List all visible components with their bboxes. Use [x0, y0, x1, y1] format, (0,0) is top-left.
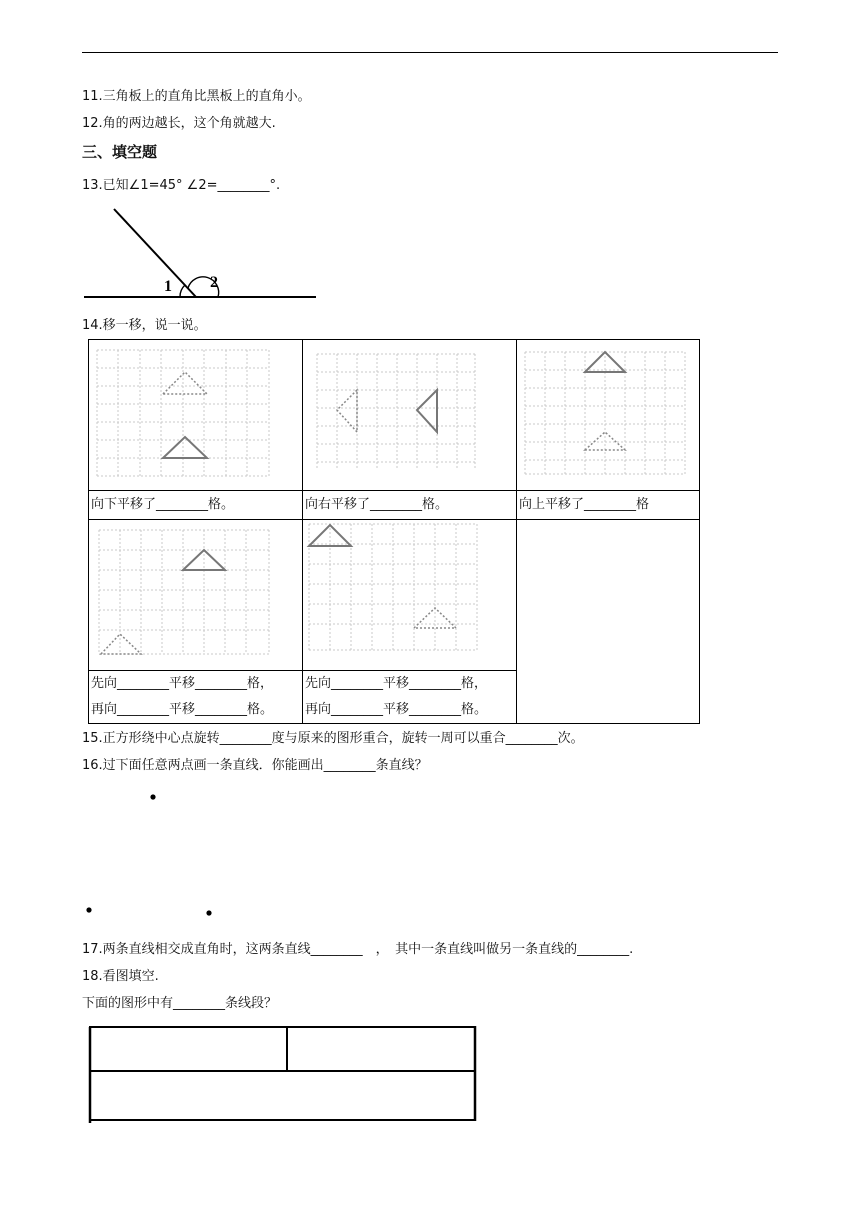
grid-lines [99, 530, 269, 654]
grid-figure-4 [89, 520, 302, 666]
angle-figure [84, 205, 320, 305]
dotted-triangle [101, 634, 141, 654]
caption-cell-2 [303, 491, 517, 520]
question-13: 13.已知∠1=45° ∠2=________°. [82, 178, 281, 193]
question-11: 11.三角板上的直角比黑板上的直角小。 [82, 89, 311, 104]
grid-lines [525, 352, 685, 474]
caption-1: 向下平移了________格。 [91, 497, 235, 512]
grid-cell-3 [517, 340, 700, 491]
grid-lines [309, 524, 477, 650]
caption-cell-3 [517, 491, 700, 520]
point-dot [206, 910, 211, 915]
angle-1-arc [180, 285, 185, 297]
point-dot [86, 907, 91, 912]
empty-cell [517, 520, 700, 724]
caption-cell-5 [303, 671, 517, 724]
caption-cell-4 [89, 671, 303, 724]
dotted-triangle [163, 372, 207, 394]
angle-2-label: 2 [210, 274, 218, 291]
grid-lines [317, 354, 475, 470]
caption-5a: 先向________平移________格， [305, 676, 488, 691]
grid-cell-5 [303, 520, 517, 671]
grid-cell-4 [89, 520, 303, 671]
caption-cell-1 [89, 491, 303, 520]
angle-1-label: 1 [164, 278, 172, 295]
line-segments-figure [86, 1024, 482, 1126]
grid-figure-3 [517, 340, 699, 486]
grid-cell-2 [303, 340, 517, 491]
grid-figure-2 [303, 340, 516, 486]
question-18-sub: 下面的图形中有________条线段？ [82, 996, 278, 1011]
question-16: 16.过下面任意两点画一条直线．你能画出________条直线？ [82, 758, 428, 773]
question-14: 14.移一移，说一说。 [82, 318, 207, 333]
translation-table [88, 339, 700, 724]
angle-ray [114, 209, 196, 297]
question-12: 12.角的两边越长，这个角就越大. [82, 116, 276, 131]
question-18: 18.看图填空. [82, 969, 159, 984]
header-rule [82, 52, 778, 53]
caption-3: 向上平移了________格 [519, 497, 650, 512]
question-15: 15.正方形绕中心点旋转________度与原来的图形重合，旋转一周可以重合________次。 [82, 731, 584, 746]
section-heading-fill-blank: 三、填空题 [82, 143, 158, 161]
caption-5b: 再向________平移________格。 [305, 702, 488, 717]
caption-4b: 再向________平移________格。 [91, 702, 274, 717]
three-points-figure [80, 790, 230, 920]
point-dot [150, 794, 155, 799]
question-17: 17.两条直线相交成直角时，这两条直线________ ， 其中一条直线叫做另一条直线的________. [82, 942, 634, 957]
grid-cell-1 [89, 340, 303, 491]
grid-figure-1 [89, 340, 302, 486]
caption-4a: 先向________平移________格， [91, 676, 274, 691]
caption-2: 向右平移了________格。 [305, 497, 449, 512]
grid-figure-5 [303, 520, 516, 666]
